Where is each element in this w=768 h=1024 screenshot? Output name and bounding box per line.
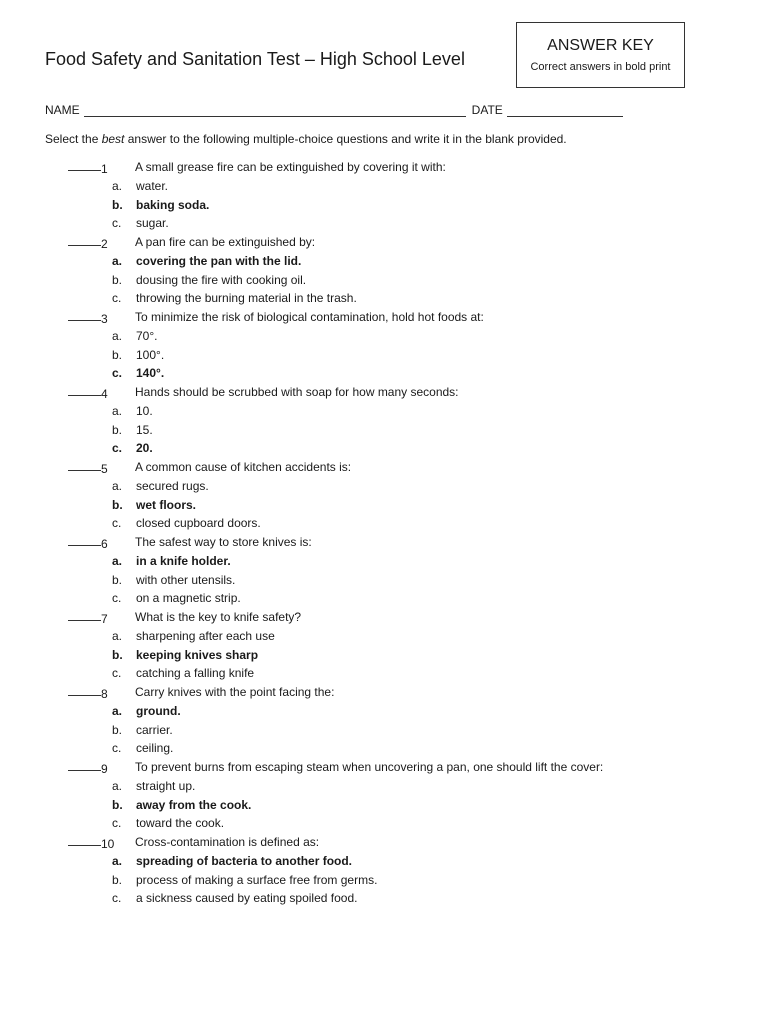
option-letter: c. — [112, 891, 122, 906]
option-text: closed cupboard doors. — [136, 516, 261, 531]
option-letter: b. — [112, 722, 123, 737]
answer-option — [112, 214, 169, 233]
question-row — [68, 758, 604, 777]
answer-option — [112, 421, 153, 440]
option-text: ceiling. — [136, 741, 174, 756]
answer-blank[interactable] — [68, 458, 101, 471]
question-row — [68, 458, 352, 477]
option-letter: a. — [112, 628, 123, 643]
option-letter: b. — [112, 347, 123, 362]
option-text: catching a falling knife — [136, 666, 255, 681]
option-letter: b. — [112, 572, 123, 587]
option-letter: b. — [112, 497, 123, 512]
question-row — [68, 533, 312, 552]
answer-blank[interactable] — [68, 683, 101, 696]
option-text: throwing the burning material in the trash. — [136, 291, 357, 306]
question-text: Hands should be scrubbed with soap for how many seconds: — [135, 385, 459, 399]
question-row — [68, 833, 320, 852]
option-letter: c. — [112, 216, 122, 231]
question-row — [68, 608, 302, 627]
answer-option — [112, 871, 377, 890]
answer-option — [112, 889, 357, 908]
instructions — [45, 132, 567, 146]
question-number: 1 — [101, 162, 108, 176]
question-number: 2 — [101, 237, 108, 251]
option-letter: c. — [112, 666, 122, 681]
correct-option — [112, 364, 164, 383]
correct-option — [112, 796, 251, 815]
question-text: Cross-contamination is defined as: — [135, 835, 320, 849]
option-letter: c. — [112, 741, 122, 756]
option-letter: b. — [112, 872, 123, 887]
correct-option — [112, 439, 153, 458]
answer-option — [112, 346, 164, 365]
answer-option — [112, 327, 157, 346]
question-number: 10 — [101, 837, 115, 851]
option-letter: a. — [112, 703, 123, 718]
answer-option — [112, 777, 195, 796]
answer-option — [112, 402, 153, 421]
answer-option — [112, 627, 275, 646]
question-number: 6 — [101, 537, 108, 551]
option-letter: a. — [112, 253, 123, 268]
option-letter: b. — [112, 647, 123, 662]
option-text: with other utensils. — [136, 572, 236, 587]
option-letter: a. — [112, 178, 123, 193]
option-letter: c. — [112, 441, 123, 456]
option-text: 140°. — [136, 366, 165, 381]
date-label: DATE — [471, 103, 503, 117]
question-text: What is the key to knife safety? — [135, 610, 302, 624]
question-text: The safest way to store knives is: — [135, 535, 312, 549]
correct-option — [112, 552, 231, 571]
question-row — [68, 233, 316, 252]
option-text: 20. — [136, 441, 153, 456]
answer-option — [112, 664, 254, 683]
question-number: 4 — [101, 387, 108, 401]
instructions-text: Select the — [45, 132, 102, 146]
answer-option — [112, 177, 168, 196]
option-letter: a. — [112, 328, 123, 343]
question-text: A small grease fire can be extinguished by covering it with: — [135, 160, 446, 174]
answer-option — [112, 514, 261, 533]
correct-option — [112, 852, 352, 871]
option-text: baking soda. — [136, 197, 210, 212]
answer-option — [112, 589, 241, 608]
question-text: Carry knives with the point facing the: — [135, 685, 335, 699]
option-letter: a. — [112, 853, 123, 868]
option-text: carrier. — [136, 722, 173, 737]
option-letter: b. — [112, 422, 123, 437]
option-letter: a. — [112, 778, 123, 793]
correct-option — [112, 646, 258, 665]
option-letter: a. — [112, 553, 123, 568]
option-letter: b. — [112, 272, 123, 287]
answer-option — [112, 739, 173, 758]
instructions-text-end: answer to the following multiple-choice questions and write it in the blank provided. — [124, 132, 567, 146]
option-text: secured rugs. — [136, 478, 209, 493]
option-letter: c. — [112, 291, 122, 306]
answer-blank[interactable] — [68, 833, 101, 846]
question-row — [68, 308, 484, 327]
name-date-line — [45, 103, 623, 117]
name-label: NAME — [45, 103, 80, 117]
answer-option — [112, 721, 173, 740]
answer-option — [112, 477, 209, 496]
option-text: 15. — [136, 422, 153, 437]
page-title: Food Safety and Sanitation Test – High School Level — [45, 49, 465, 69]
question-row — [68, 383, 459, 402]
answer-blank[interactable] — [68, 608, 101, 621]
option-text: toward the cook. — [136, 816, 225, 831]
option-letter: c. — [112, 366, 123, 381]
correct-option — [112, 196, 209, 215]
option-text: spreading of bacteria to another food. — [136, 853, 353, 868]
answer-option — [112, 571, 235, 590]
option-text: water. — [136, 178, 169, 193]
option-letter: c. — [112, 591, 122, 606]
answer-blank[interactable] — [68, 308, 101, 321]
answer-option — [112, 271, 306, 290]
correct-option — [112, 496, 196, 515]
correct-option — [112, 702, 181, 721]
instructions-emphasis: best — [101, 132, 125, 146]
option-text: process of making a surface free from germs. — [136, 872, 378, 887]
option-text: 10. — [136, 403, 153, 418]
question-text: A pan fire can be extinguished by: — [135, 235, 316, 249]
option-text: covering the pan with the lid. — [136, 253, 302, 268]
option-text: ground. — [136, 703, 181, 718]
answer-blank[interactable] — [68, 158, 101, 171]
option-text: sharpening after each use — [136, 628, 275, 643]
question-row — [68, 158, 446, 177]
correct-option — [112, 252, 301, 271]
option-text: 70°. — [136, 328, 158, 343]
option-text: dousing the fire with cooking oil. — [136, 272, 307, 287]
question-number: 3 — [101, 312, 108, 326]
answer-key-title: ANSWER KEY — [547, 37, 654, 54]
question-number: 5 — [101, 462, 108, 476]
question-row — [68, 683, 335, 702]
question-text: A common cause of kitchen accidents is: — [135, 460, 352, 474]
answer-blank[interactable] — [68, 233, 101, 246]
option-text: 100°. — [136, 347, 165, 362]
option-letter: a. — [112, 478, 123, 493]
option-text: away from the cook. — [136, 797, 252, 812]
answer-option — [112, 289, 357, 308]
question-number: 9 — [101, 762, 108, 776]
date-field[interactable] — [507, 104, 623, 117]
option-text: straight up. — [136, 778, 196, 793]
option-letter: a. — [112, 403, 123, 418]
option-letter: b. — [112, 197, 123, 212]
answer-option — [112, 814, 224, 833]
answer-blank[interactable] — [68, 758, 101, 771]
option-text: keeping knives sharp — [136, 647, 259, 662]
question-text: To minimize the risk of biological contamination, hold hot foods at: — [135, 310, 484, 324]
option-letter: c. — [112, 816, 122, 831]
answer-blank[interactable] — [68, 383, 101, 396]
option-letter: c. — [112, 516, 122, 531]
answer-key-note: Correct answers in bold print — [530, 61, 671, 73]
option-text: in a knife holder. — [136, 553, 231, 568]
answer-key-box — [516, 22, 685, 88]
question-number: 7 — [101, 612, 108, 626]
option-text: wet floors. — [136, 497, 197, 512]
option-text: a sickness caused by eating spoiled food. — [136, 891, 358, 906]
option-text: sugar. — [136, 216, 169, 231]
question-text: To prevent burns from escaping steam when uncovering a pan, one should lift the cover: — [135, 760, 604, 774]
name-field[interactable] — [84, 104, 466, 117]
option-letter: b. — [112, 797, 123, 812]
option-text: on a magnetic strip. — [136, 591, 241, 606]
question-number: 8 — [101, 687, 108, 701]
answer-blank[interactable] — [68, 533, 101, 546]
